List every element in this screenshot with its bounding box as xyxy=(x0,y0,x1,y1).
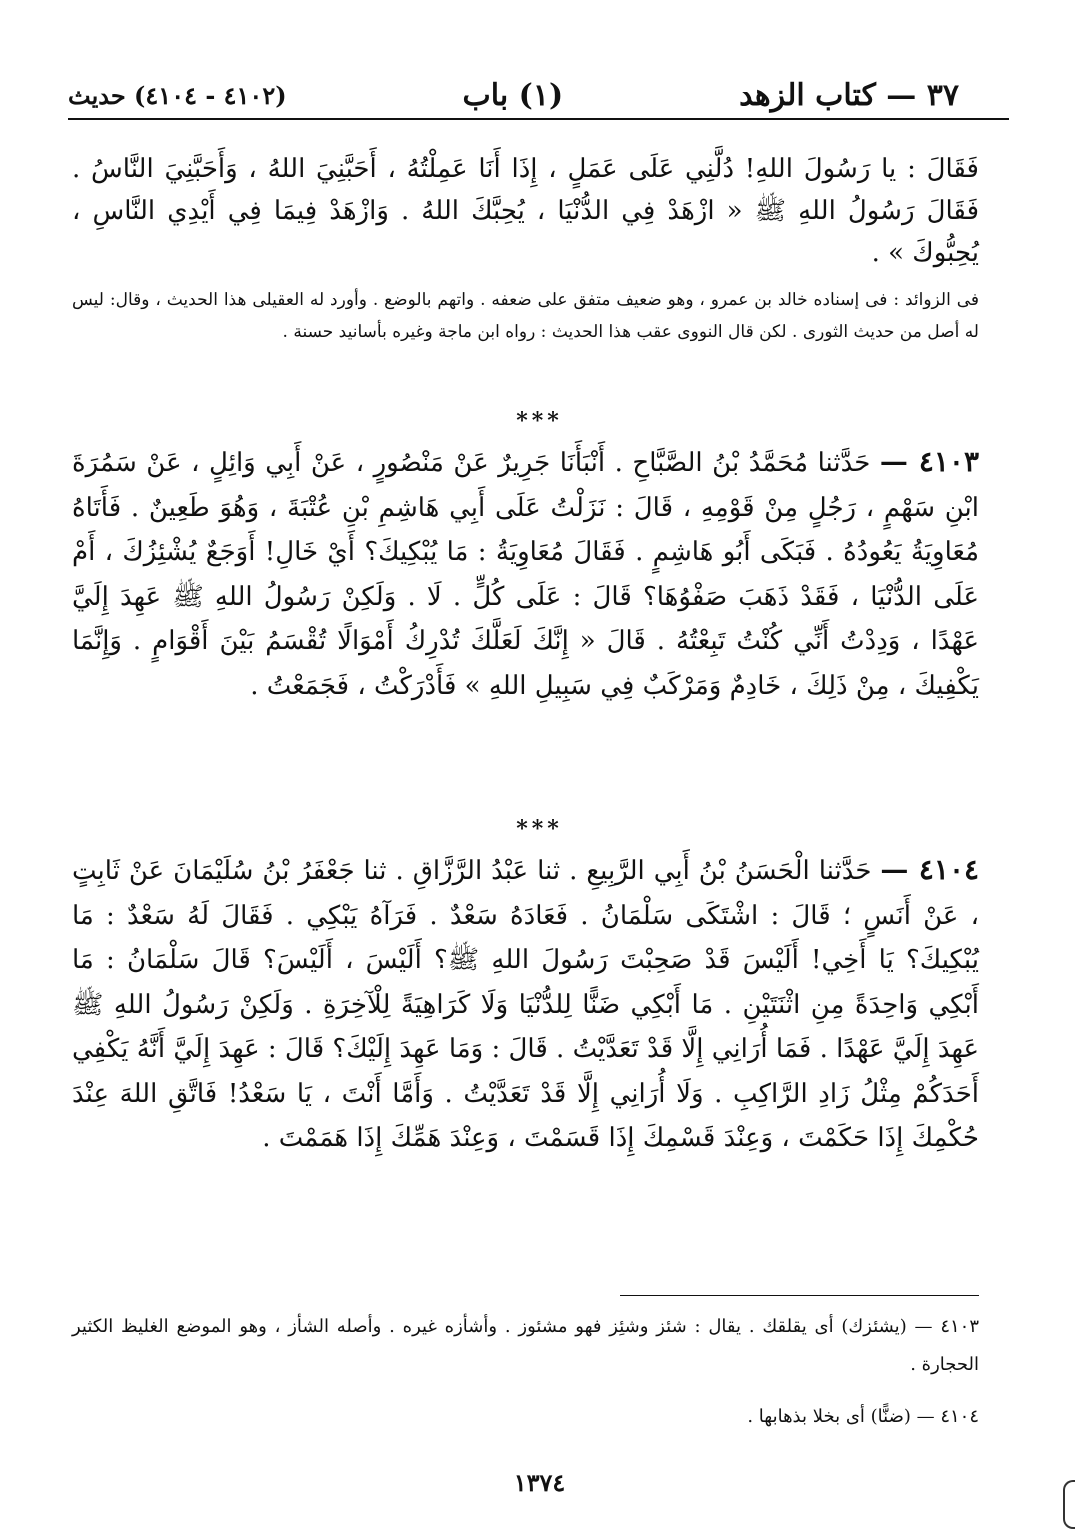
footnote-4103 xyxy=(72,1308,979,1384)
page-number: ١٣٧٤ xyxy=(513,1468,566,1497)
hadith-number: ٤١٠٤ — xyxy=(880,853,980,886)
running-header xyxy=(68,70,959,120)
footnote-text: ٤١٠٣ — (يشئزك) أى يقلقك . يقال : شئز وشئِز فهو مشئوز . وأشأزه غيره . وأصله الشأز ، وهو الموضع الغليظ الكثير الحجارة . xyxy=(72,1316,979,1375)
hadith-text: حَدَّثنا الْحَسَنُ بْنُ أَبِي الرَّبِيعِ . ثنا عَبْدُ الرَّزَّاقِ . ثنا جَعْفَرُ بْنُ سُلَيْمَانَ عَنْ ثَابِتٍ ، عَنْ أَنَسٍ ؛ قَالَ : اشْتَكَى سَلْمَانُ . فَعَادَهُ سَعْدٌ . فَرَآهُ يَبْكِي . فَقَالَ لَهُ سَعْدٌ : مَا يُبْكِيكَ؟ يَا أَخِي! أَلَيْسَ قَدْ صَحِبْتَ رَسُولَ اللهِ ﷺ؟ أَلَيْسَ ، أَلَيْسَ؟ قَالَ سَلْمَانُ : مَا أَبْكِي وَاحِدَةً مِنِ اثْنَتَيْنِ . مَا أَبْكِي ضَنًّا لِلدُّنْيَا وَلَا كَرَاهِيَةً لِلْآخِرَةِ . وَلَكِنْ رَسُولُ اللهِ ﷺ عَهِدَ إِلَيَّ عَهْدًا . فَمَا أُرَانِي إِلَّا قَدْ تَعَدَّيْتُ . قَالَ : وَمَا عَهِدَ إِلَيْكَ؟ قَالَ : عَهِدَ إِلَيَّ أَنَّهُ يَكْفِي أَحَدَكُمْ مِثْلُ زَادِ الرَّاكِبِ . وَلَا أُرَانِي إِلَّا قَدْ تَعَدَّيْتُ . وَأَمَّا أَنْتَ ، يَا سَعْدُ! فَاتَّقِ اللهَ عِنْدَ حُكْمِكَ إِذَا حَكَمْتَ ، وَعِنْدَ قَسْمِكَ إِذَا قَسَمْتَ ، وَعِنْدَ هَمِّكَ إِذَا هَمَمْتَ . xyxy=(72,856,979,1153)
scan-edge-mark xyxy=(1063,1480,1075,1529)
footnote-4104 xyxy=(72,1398,979,1436)
paragraph-text: فَقَالَ : يا رَسُولَ اللهِ! دُلَّنِي عَلَى عَمَلٍ ، إِذَا أَنَا عَمِلْتُهُ ، أَحَبَّنِيَ اللهُ ، وَأَحَبَّنِيَ النَّاسُ . فَقَالَ رَسُولُ اللهِ ﷺ « ازْهَدْ فِي الدُّنْيَا ، يُحِبَّكَ اللهُ . وَازْهَدْ فِيمَا فِي أَيْدِي النَّاسِ ، يُحِبُّوكَ » . xyxy=(72,154,979,268)
section-divider: *** xyxy=(516,816,563,842)
footnote-text: ٤١٠٤ — (ضنًّا) أى بخلا بذهابها . xyxy=(747,1406,979,1427)
header-book-title: ٣٧ — كتاب الزهد xyxy=(739,77,959,113)
header-chapter: (١) باب xyxy=(462,77,564,113)
hadith-4104 xyxy=(72,848,979,1161)
note-text: فى الزوائد : فى إسناده خالد بن عمرو ، وهو ضعيف متفق على ضعفه . واتهم بالوضع . وأورد له العقيلى هذا الحديث ، وقال: ليس له أصل من حديث الثورى . لكن قال النووى عقب هذا الحديث : رواه ابن ماجة وغيره بأسانيد حسنة . xyxy=(72,290,979,342)
zawaid-note xyxy=(72,284,979,348)
header-hadith-range: (٤١٠٢ - ٤١٠٤) حديث xyxy=(68,80,287,110)
header-rule xyxy=(68,118,1009,120)
hadith-4103 xyxy=(72,440,979,708)
footnote-rule xyxy=(620,1295,979,1296)
hadith-4102-continuation xyxy=(72,148,979,274)
hadith-number: ٤١٠٣ — xyxy=(879,445,979,478)
hadith-text: حَدَّثنا مُحَمَّدُ بْنُ الصَّبَّاحِ . أَنْبَأَنَا جَرِيرٌ عَنْ مَنْصُورٍ ، عَنْ أَبِي وَائِلٍ ، عَنْ سَمُرَةَ ابْنِ سَهْمٍ ، رَجُلٍ مِنْ قَوْمِهِ ، قَالَ : نَزَلْتُ عَلَى أَبِي هَاشِمِ بْنِ عُتْبَةَ ، وَهُوَ طَعِينٌ . فَأَتَاهُ مُعَاوِيَةُ يَعُودُهُ . فَبَكَى أَبُو هَاشِمٍ . فَقَالَ مُعَاوِيَةُ : مَا يُبْكِيكَ؟ أَيْ خَالِ! أَوَجَعٌ يُشْئِزُكَ ، أَمْ عَلَى الدُّنْيَا ، فَقَدْ ذَهَبَ صَفْوُهَا؟ قَالَ : عَلَى كُلٍّ . لَا . وَلَكِنْ رَسُولُ اللهِ ﷺ عَهِدَ إِلَيَّ عَهْدًا ، وَدِدْتُ أَنِّي كُنْتُ تَبِعْتُهُ . قَالَ « إِنَّكَ لَعَلَّكَ تُدْرِكُ أَمْوَالًا تُقْسَمُ بَيْنَ أَقْوَامٍ . وَإِنَّمَا يَكْفِيكَ ، مِنْ ذَلِكَ ، خَادِمٌ وَمَرْكَبٌ فِي سَبِيلِ اللهِ » فَأَدْرَكْتُ ، فَجَمَعْتُ . xyxy=(72,448,979,701)
section-divider: *** xyxy=(516,408,563,434)
